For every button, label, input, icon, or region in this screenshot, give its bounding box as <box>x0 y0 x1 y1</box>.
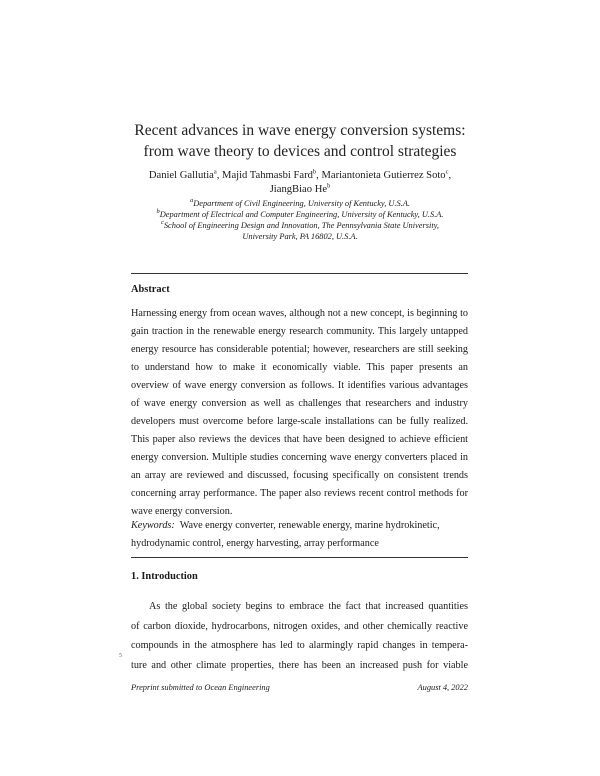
line-number: 5 <box>119 653 122 659</box>
author-line-2 <box>0 183 600 197</box>
affiliation-c: $^c$School of Engineering Design and Innovation, The Pennsylvania State University, <box>160 219 440 230</box>
intro-line-4: ture and other climate properties, there has been an increased push for viable <box>131 659 468 671</box>
keywords-label: Keywords: <box>131 520 175 531</box>
paper-title <box>0 120 600 162</box>
abstract-body: Harnessing energy from ocean waves, although not a new concept, is beginning to gain traction in the renewable energy research community. This largely untapped energy resource has considerable potential; however, researchers are still seeking to understand how to make it economically viable. This paper presents an overview of wave energy conversion as follows. It identifies various advantages of wave energy conversion as well as challenges that researchers and industry developers must overcome before large-scale installations can be fully realized. This paper also reviews the devices that have been designed to achieve efficient energy conversion. Multiple studies concerning wave energy converters placed in an array are reviewed and discussed, focusing specifically on consistent trends concerning array performance. The paper also reviews recent control methods for wave energy conversion. <box>131 308 468 517</box>
author-line-1 <box>0 169 600 183</box>
introduction-body <box>131 597 468 675</box>
abstract-bottom-rule <box>131 557 468 558</box>
author: Daniel Gallutia$^a$, <box>148 168 223 181</box>
title-line-2: from wave theory to devices and control strategies <box>143 143 457 160</box>
footer-date: August 4, 2022 <box>417 683 468 692</box>
keywords-text: Wave energy converter, renewable energy, marine hydrokinetic, hydrodynamic control, energy harvesting, array performance <box>131 520 440 549</box>
affiliation-a: $^a$Department of Civil Engineering, University of Kentucky, U.S.A. <box>189 197 411 208</box>
affiliation-b: $^b$Department of Electrical and Computer Engineering, University of Kentucky, U.S.A. <box>156 208 444 219</box>
intro-line-3: compounds in the atmosphere has led to alarmingly rapid changes in tempera- <box>131 640 468 651</box>
abstract-heading: Abstract <box>131 284 170 295</box>
author: JiangBiao He$^b$ <box>269 182 331 195</box>
author: Majid Tahmasbi Fard$^b$, <box>222 168 322 181</box>
abstract-top-rule <box>131 273 468 274</box>
keywords <box>131 517 468 553</box>
author: Mariantonieta Gutierrez Soto$^c$, <box>321 168 452 181</box>
affiliation-c-cont: University Park, PA 16802, U.S.A. <box>242 232 358 241</box>
title-line-1: Recent advances in wave energy conversion systems: <box>134 122 466 139</box>
footer-journal: Preprint submitted to Ocean Engineering <box>131 683 270 692</box>
intro-line-1: As the global society begins to embrace the fact that increased quantities <box>149 601 468 612</box>
intro-line-2: of carbon dioxide, hydrocarbons, nitrogen oxides, and other chemically reactive <box>131 620 468 632</box>
section-heading-introduction: 1. Introduction <box>131 571 198 582</box>
affiliations <box>0 198 600 242</box>
author-list <box>0 169 600 197</box>
